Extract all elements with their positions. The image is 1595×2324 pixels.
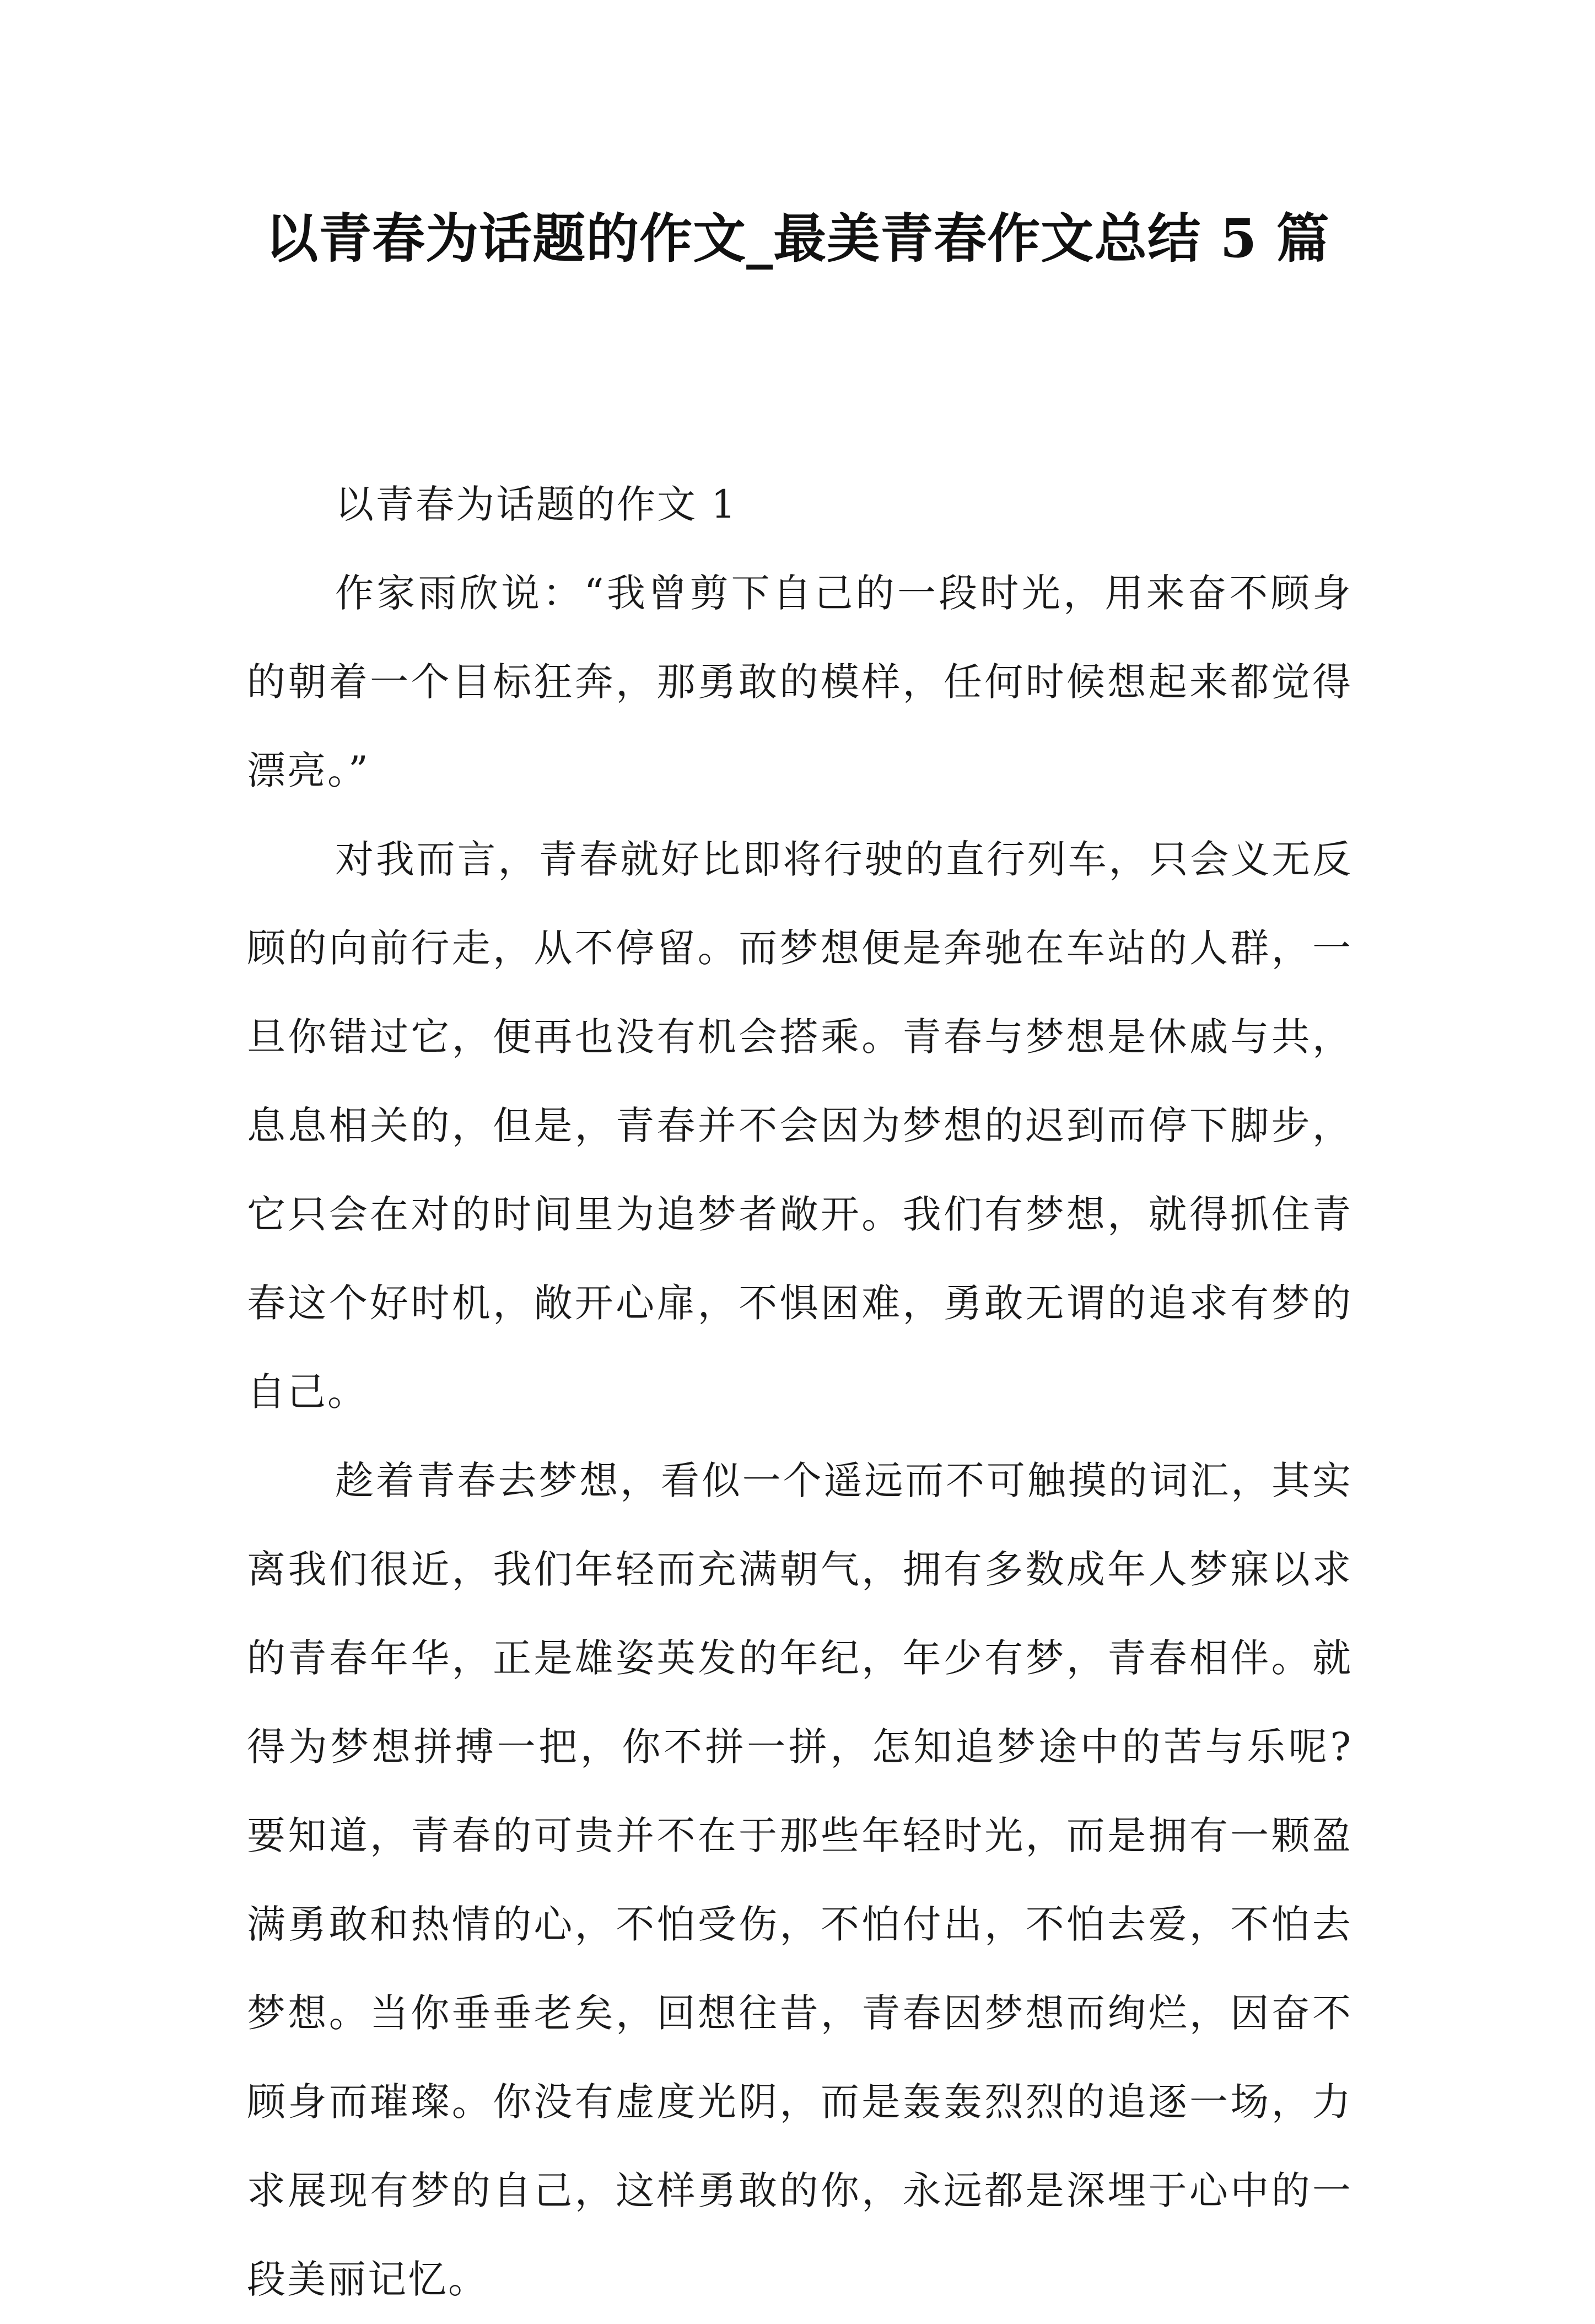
paragraph-quote: 作家雨欣说：“我曾剪下自己的一段时光，用来奋不顾身的朝着一个目标狂奔，那勇敢的模样，任何时候想起来都觉得漂亮。”	[247, 571, 1352, 793]
document-title: 以青春为话题的作文_最美青春作文总结 5 篇	[265, 207, 1330, 270]
paragraph-chase-dream: 趁着青春去梦想，看似一个遥远而不可触摸的词汇，其实离我们很近，我们年轻而充满朝气，拥有多数成年人梦寐以求的青春年华，正是雄姿英发的年纪，年少有梦，青春相伴。就得为梦想拼搏一把，你不拼一拼，怎知追梦途中的苦与乐呢?要知道，青春的可贵并不在于那些年轻时光，而是拥有一颗盈满勇敢和热情的心，不怕受伤，不怕付出，不怕去爱，不怕去梦想。当你垂垂老矣，回想往昔，青春因梦想而绚烂，因奋不顾身而璀璨。你没有虚度光阴，而是轰轰烈烈的追逐一场，力求展现有梦的自己，这样勇敢的你，永远都是深埋于心中的一段美丽记忆。	[247, 1458, 1352, 2302]
document-body	[247, 460, 1352, 2324]
section-heading: 以青春为话题的作文 1	[335, 482, 737, 527]
paragraph-youth-train: 对我而言，青春就好比即将行驶的直行列车，只会义无反顾的向前行走，从不停留。而梦想便是奔驰在车站的人群，一旦你错过它，便再也没有机会搭乘。青春与梦想是休戚与共，息息相关的，但是，青春并不会因为梦想的迟到而停下脚步，它只会在对的时间里为追梦者敞开。我们有梦想，就得抓住青春这个好时机，敞开心扉，不惧困难，勇敢无谓的追求有梦的自己。	[247, 837, 1352, 1414]
